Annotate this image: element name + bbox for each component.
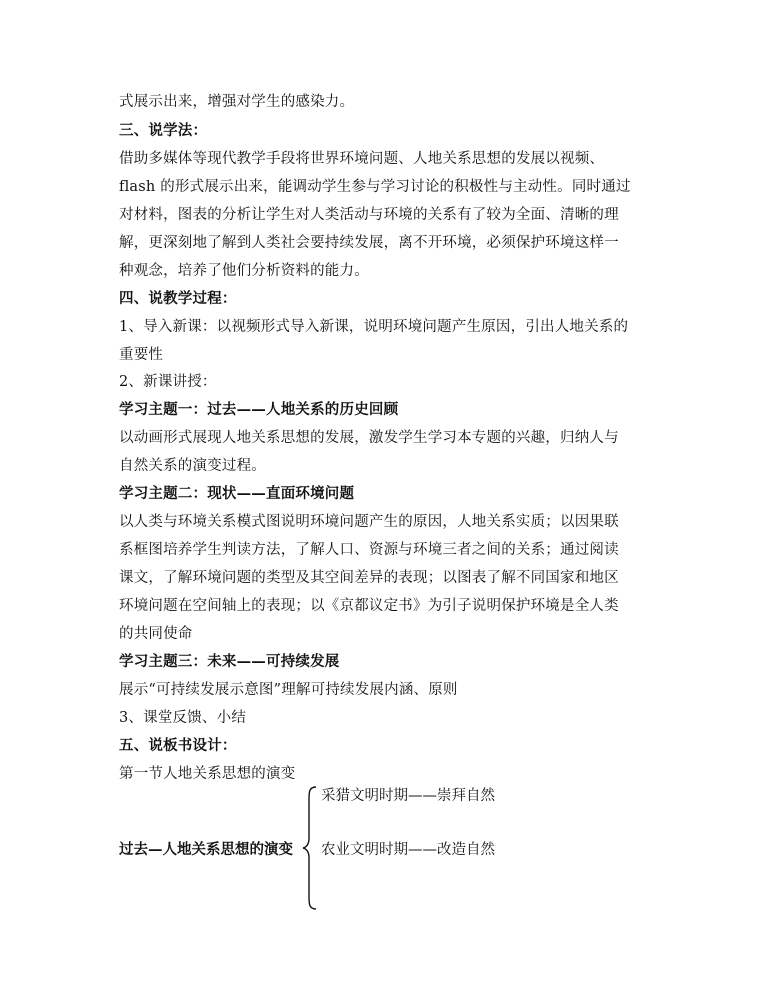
body-text-line: 环境问题在空间轴上的表现；以《京都议定书》为引子说明保护环境是全人类 bbox=[119, 598, 619, 614]
body-text-line: 重要性 bbox=[119, 347, 164, 363]
body-text-line: 式展示出来，增强对学生的感染力。 bbox=[119, 94, 355, 110]
board-title: 第一节人地关系思想的演变 bbox=[119, 766, 296, 782]
body-text-line: 自然关系的演变过程。 bbox=[119, 458, 266, 474]
body-text-line: flash 的形式展示出来，能调动学生参与学习讨论的积极性与主动性。同时通过 bbox=[119, 179, 631, 195]
topic-heading-two: 学习主题二：现状——直面环境问题 bbox=[119, 485, 355, 502]
section-heading-board-design: 五、说板书设计： bbox=[119, 737, 237, 754]
topic-heading-three: 学习主题三：未来——可持续发展 bbox=[119, 653, 340, 670]
body-text-line: 1、导入新课：以视频形式导入新课，说明环境问题产生原因，引出人地关系的 bbox=[119, 319, 629, 335]
body-text-line: 的共同使命 bbox=[119, 626, 193, 642]
board-left-label: 过去—人地关系思想的演变 bbox=[119, 841, 293, 858]
section-heading-teaching-process: 四、说教学过程： bbox=[119, 290, 237, 307]
section-heading-learning-method: 三、说学法： bbox=[119, 122, 208, 139]
body-text-line: 借助多媒体等现代教学手段将世界环境问题、人地关系思想的发展以视频、 bbox=[119, 151, 605, 167]
body-text-line: 3、课堂反馈、小结 bbox=[119, 710, 247, 726]
body-text-line: 以人类与环境关系模式图说明环境问题产生的原因，人地关系实质；以因果联 bbox=[119, 514, 619, 530]
left-brace-icon bbox=[302, 786, 318, 910]
body-text-line: 展示“可持续发展示意图”理解可持续发展内涵、原则 bbox=[119, 682, 458, 698]
body-text-line: 对材料，图表的分析让学生对人类活动与环境的关系有了较为全面、清晰的理 bbox=[119, 207, 619, 223]
body-text-line: 种观念，培养了他们分析资料的能力。 bbox=[119, 263, 369, 279]
board-branch-item: 采猎文明时期——崇拜自然 bbox=[321, 788, 495, 804]
body-text-line: 课文，了解环境问题的类型及其空间差异的表现；以图表了解不同国家和地区 bbox=[119, 570, 619, 586]
body-text-line: 解，更深刻地了解到人类社会要持续发展，离不开环境，必须保护环境这样一 bbox=[119, 235, 619, 251]
topic-heading-one: 学习主题一：过去——人地关系的历史回顾 bbox=[119, 401, 399, 418]
board-branch-item: 农业文明时期——改造自然 bbox=[321, 842, 495, 858]
body-text-line: 系框图培养学生判读方法，了解人口、资源与环境三者之间的关系；通过阅读 bbox=[119, 542, 619, 558]
body-text-line: 2、新课讲授： bbox=[119, 374, 217, 390]
body-text-line: 以动画形式展现人地关系思想的发展，激发学生学习本专题的兴趣，归纳人与 bbox=[119, 430, 619, 446]
